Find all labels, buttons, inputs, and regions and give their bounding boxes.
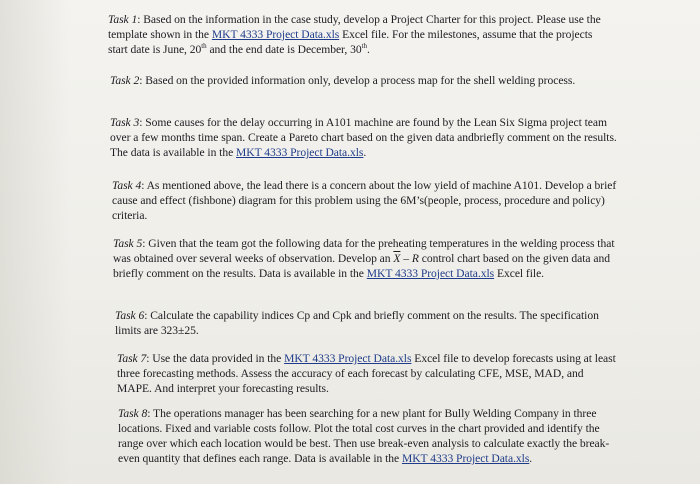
excel-file-link[interactable]: MKT 4333 Project Data.xls bbox=[401, 452, 530, 465]
task-label: Task 4 bbox=[112, 179, 142, 192]
task-6: Task 6: Calculate the capability indices Cp and Cpk and briefly comment on the results. The specification limits are 323±25. bbox=[115, 309, 599, 337]
task-label: Task 3 bbox=[110, 116, 140, 129]
task-label: Task 1 bbox=[108, 13, 138, 26]
excel-file-link[interactable]: MKT 4333 Project Data.xls bbox=[366, 267, 495, 280]
x-bar-symbol: $\overline{X}$ bbox=[393, 252, 401, 265]
task-2: Task 2: Based on the provided information only, develop a process map for the shell welding process. bbox=[110, 74, 576, 87]
task-4: Task 4: As mentioned above, the lead there is a concern about the low yield of machine A101. Develop a brief cause and effect (fishbone) diagram for this problem using the 6M’s(people, process, procedure and policy) criteria. bbox=[112, 179, 617, 222]
task-label: Task 6 bbox=[115, 309, 145, 322]
excel-file-link[interactable]: MKT 4333 Project Data.xls bbox=[211, 28, 340, 41]
task-7: Task 7: Use the data provided in the MKT 4333 Project Data.xls Excel file to develop forecasts using at least three forecasting methods. Assess the accuracy of each forecast by calculating CFE, MSE, MAD, and MAPE. And interpret your forecasting results. bbox=[117, 352, 616, 395]
task-label: Task 7 bbox=[117, 352, 147, 365]
excel-file-link[interactable]: MKT 4333 Project Data.xls bbox=[236, 146, 364, 159]
task-1: Task 1: Based on the information in the case study, develop a Project Charter for this project. Please use the template shown in the MKT 4333 Project Data.xls Excel file. For the milestones, assume that the projects start date is June, 20th and the end date is December, 30th. bbox=[108, 13, 601, 56]
task-5: Task 5: Given that the team got the following data for the preheating temperatures in the welding process that was obtained over several weeks of observation. Develop an $\overline{X}$ – R control chart based on the given data and briefly comment on the results. Data is available in the MKT 4333 Project Data.xls Excel file. bbox=[113, 237, 615, 280]
task-8: Task 8: The operations manager has been searching for a new plant for Bully Welding Company in three locations. Fixed and variable costs follow. Plot the total cost curves in the chart provided and identify the range over which each location would be best. Then use break-even analysis to calculate exactly the break-even quantity that defines each range. Data is available in the MKT 4333 Project Data.xls. bbox=[118, 407, 610, 465]
task-3: Task 3: Some causes for the delay occurring in A101 machine are found by the Lean Six Sigma project team over a few months time span. Create a Pareto chart based on the given data andbriefly comment on the results. The data is available in the MKT 4333 Project Data.xls. bbox=[110, 116, 617, 159]
task-label: Task 2 bbox=[110, 74, 140, 87]
task-label: Task 8 bbox=[118, 407, 148, 420]
page-shadow bbox=[0, 0, 70, 484]
task-label: Task 5 bbox=[113, 237, 143, 250]
r-symbol: R bbox=[411, 252, 419, 265]
excel-file-link[interactable]: MKT 4333 Project Data.xls bbox=[284, 352, 412, 365]
